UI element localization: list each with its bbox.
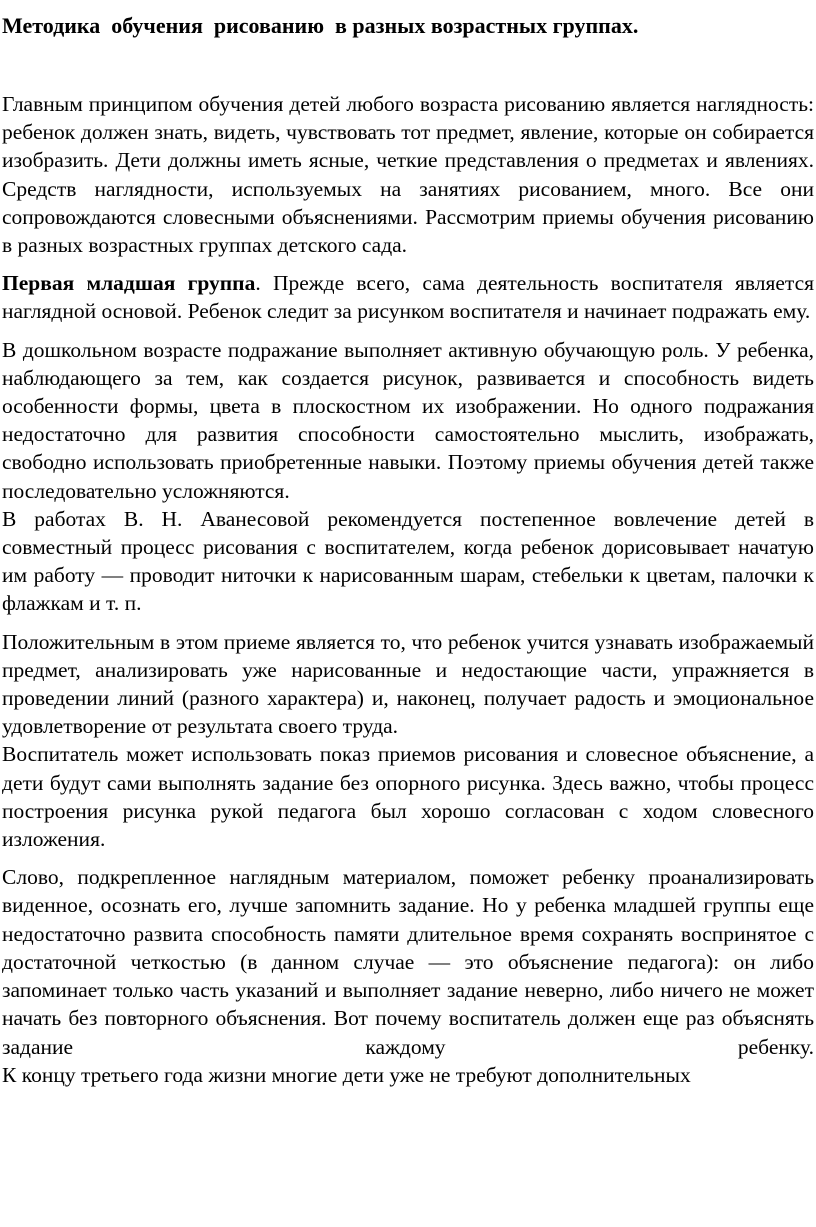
- section-heading-first-junior-group: Первая младшая группа: [2, 271, 256, 296]
- paragraph-first-junior-group: [2, 269, 814, 325]
- paragraph-intro: Главным принципом обучения детей любого возраста рисованию является наглядность: ребенок должен знать, видеть, чувствовать тот предмет, явление, которые он собирается изобразить. Дети должны иметь ясные, четкие представления о предметах и явлениях. Средств наглядности, используемых на занятиях рисованием, много. Все они сопровождаются словесными объяснениями. Рассмотрим приемы обучения рисованию в разных возрастных группах детского сада.: [2, 92, 814, 258]
- paragraph-avanesova: В работах В. Н. Аванесовой рекомендуется постепенное вовлечение детей в совместный процесс рисования с воспитателем, когда ребенок дорисовывает начатую им работу — проводит ниточки к нарисованным шарам, стебельки к цветам, палочки к флажкам и т. п.: [2, 506, 814, 616]
- paragraph-first-junior-group-text: . Прежде всего, сама деятельность воспитателя является наглядной основой. Ребенок следит за рисунком воспитателя и начинает подражать ему.: [2, 271, 815, 324]
- spacer: [2, 40, 814, 90]
- paragraph-positive: Положительным в этом приеме является то, что ребенок учится узнавать изображаемый предмет, анализировать уже нарисованные и недостающие части, упражняется в проведении линий (разного характера) и, наконец, получает радость и эмоциональное удовлетворение от результата своего труда.: [2, 629, 814, 739]
- paragraph-teacher-demo: Воспитатель может использовать показ приемов рисования и словесное объяснение, а дети будут сами выполнять задание без опорного рисунка. Здесь важно, чтобы процесс построения рисунка рукой педагога был хорошо согласован с ходом словесного изложения.: [2, 742, 814, 852]
- paragraph-third-year: К концу третьего года жизни многие дети уже не требуют дополнительных: [2, 1062, 691, 1087]
- paragraph-word-support: Слово, подкрепленное наглядным материалом, поможет ребенку проанализировать виденное, осознать его, лучше запомнить задание. Но у ребенка младшей группы еще недостаточно развита способность памяти длительное время сохранять воспринятое с достаточной четкостью (в данном случае — это объяснение педагога): он либо запоминает только часть указаний и выполняет задание неверно, либо ничего не может начать без повторного объяснения. Вот почему воспитатель должен еще раз объяснять задание каждому ребенку.: [2, 865, 814, 1059]
- document-title: Методика обучения рисованию в разных возрастных группах.: [2, 13, 639, 38]
- paragraph-imitation: В дошкольном возрасте подражание выполняет активную обучающую роль. У ребенка, наблюдающего за тем, как создается рисунок, развивается и способность видеть особенности формы, цвета в плоскостном их изображении. Но одного подражания недостаточно для развития способности самостоятельно мыслить, изображать, свободно использовать приобретенные навыки. Поэтому приемы обучения детей также последовательно усложняются.: [2, 337, 814, 503]
